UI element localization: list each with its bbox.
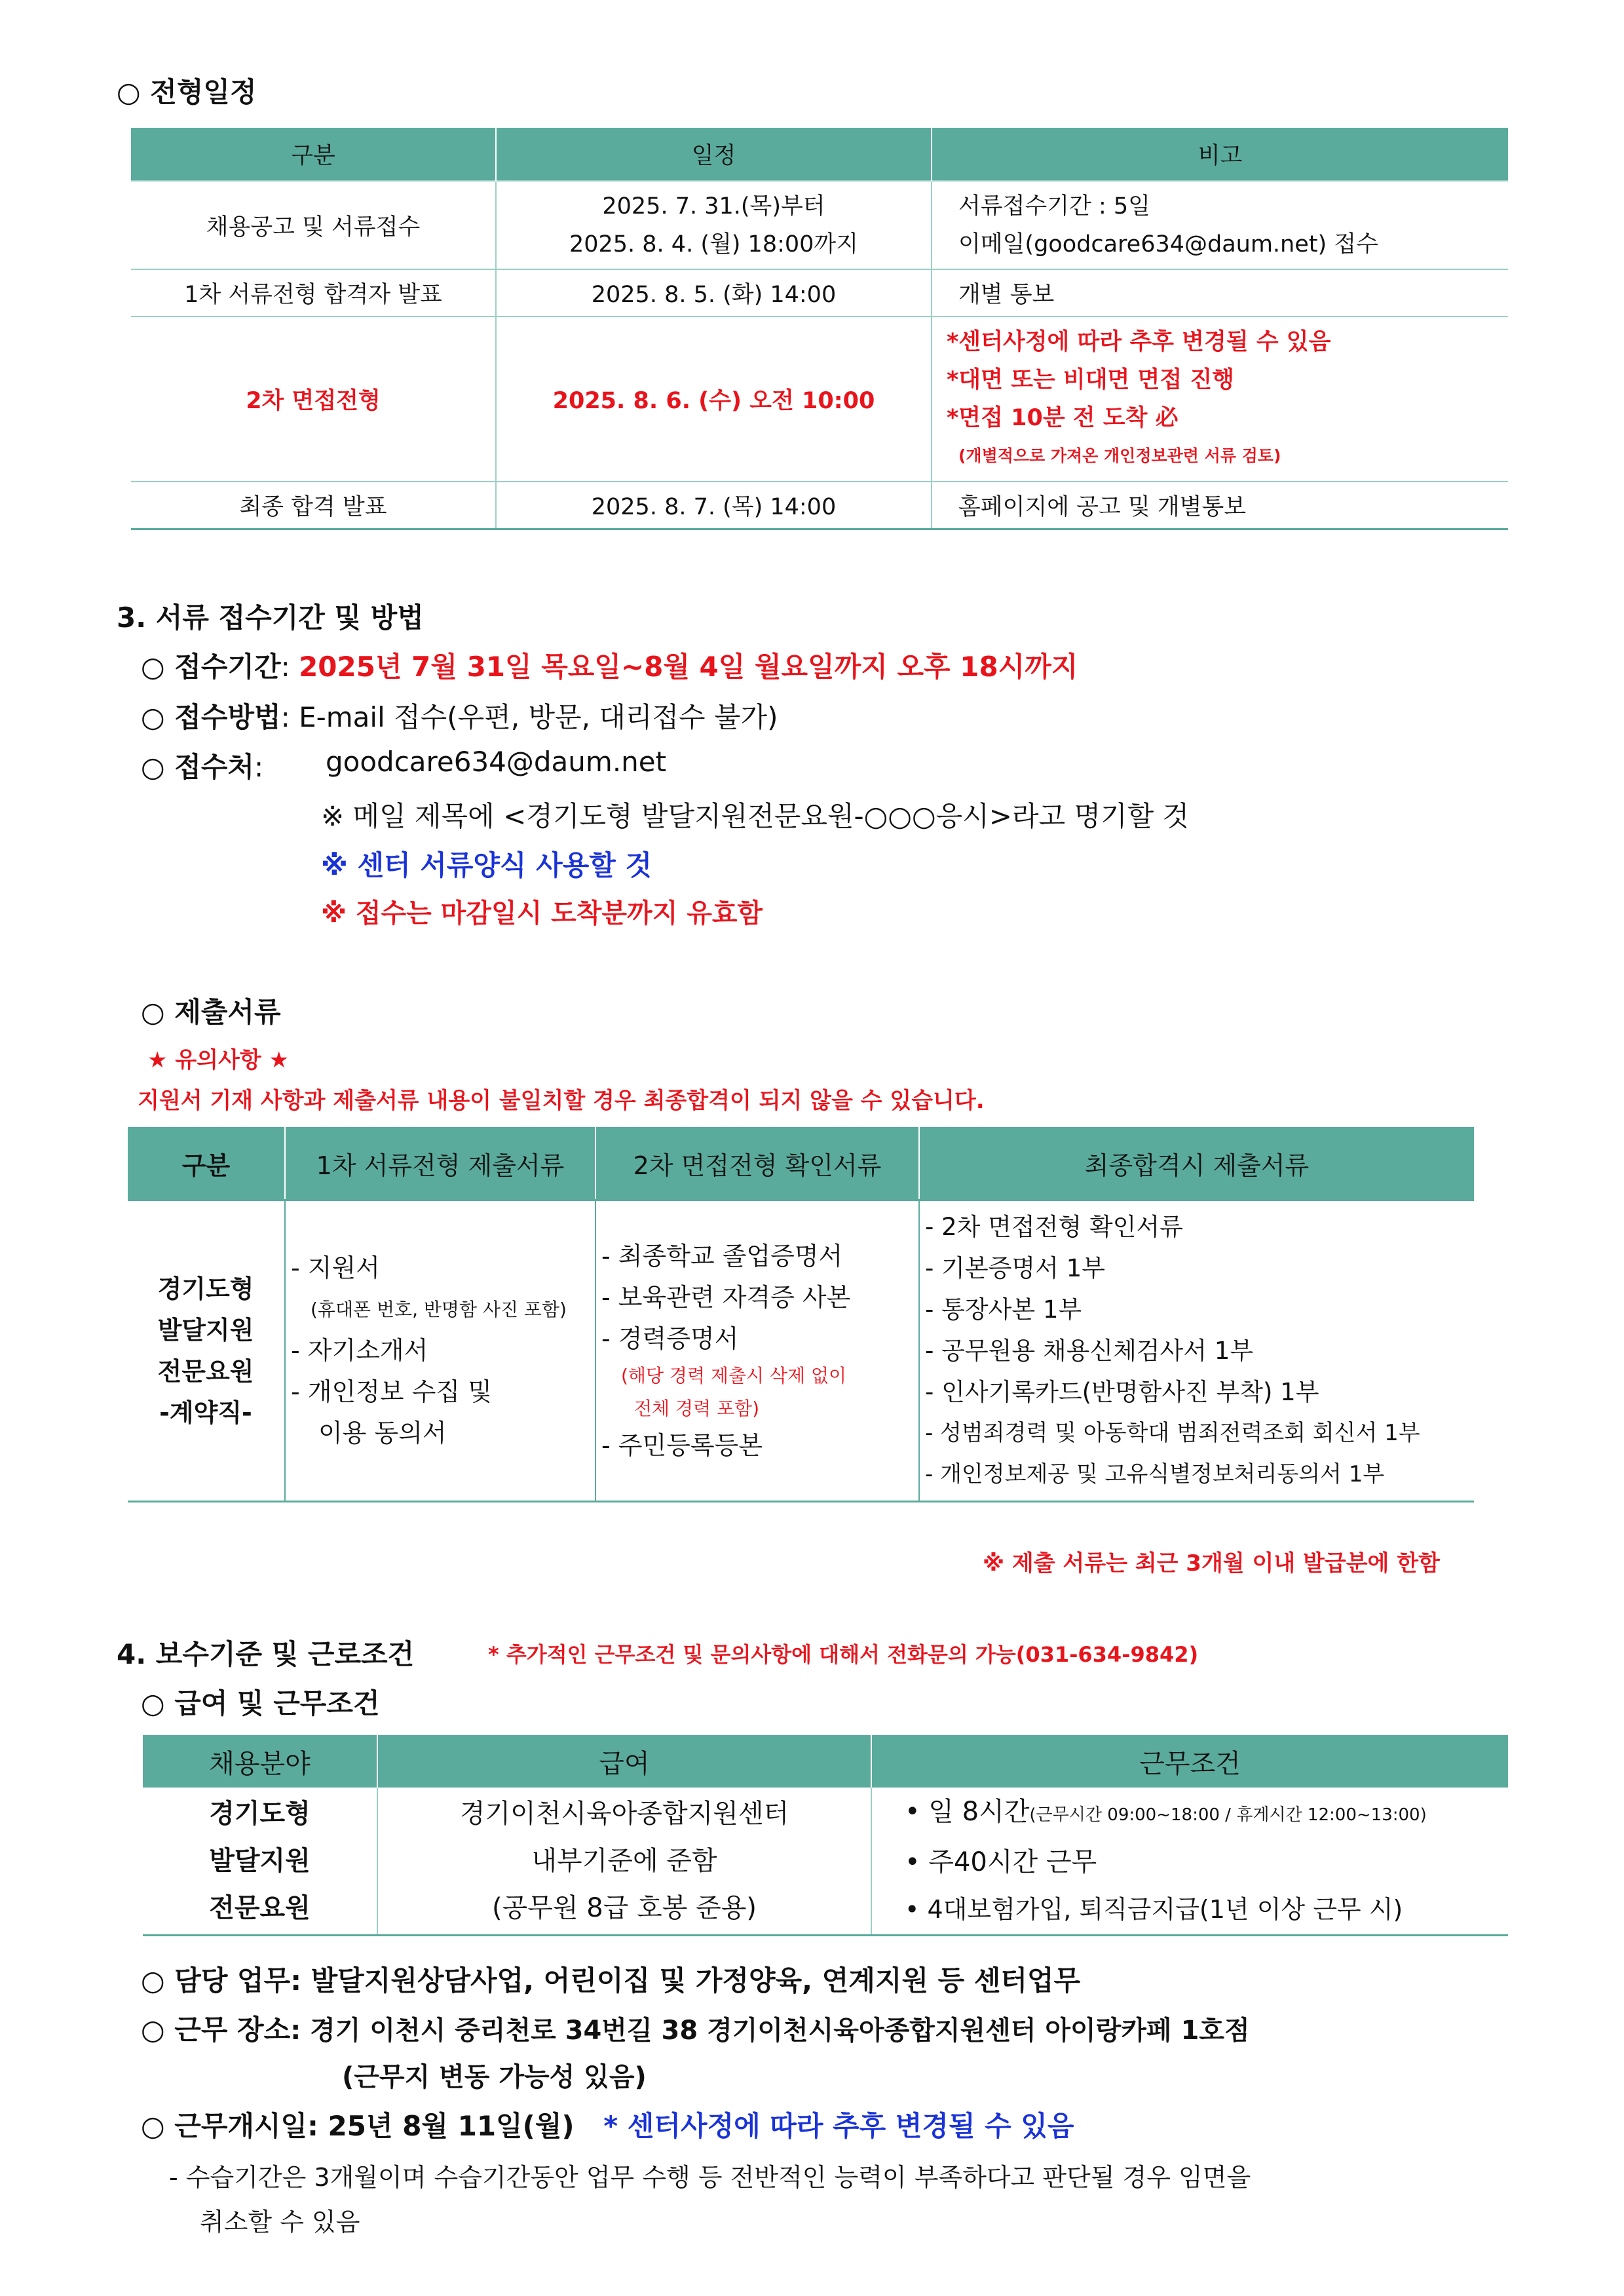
docs-second-item: - 보육관련 자격증 사본	[601, 1282, 851, 1312]
place-colon: :	[254, 751, 264, 783]
salary-field-cell	[143, 1788, 377, 1935]
schedule-cell	[496, 181, 932, 269]
docs-second-item: - 최종학교 졸업증명서	[601, 1241, 843, 1271]
docs-final-item: - 통장사본 1부	[925, 1295, 1082, 1324]
schedule-header-note: 비고	[932, 128, 1508, 181]
period-label: ○ 접수기간	[141, 651, 281, 683]
salary-condition-cell	[871, 1788, 1508, 1935]
period-value: 2025년 7월 31일 목요일~8월 4일 월요일까지 오후 18시까지	[299, 651, 1078, 683]
duty-label: ○ 담당 업무	[141, 1964, 291, 1997]
docs-first-item: - 개인정보 수집 및	[291, 1377, 492, 1406]
docs-final-item: - 2차 면접전형 확인서류	[925, 1213, 1183, 1241]
docs-final-item: - 기본증명서 1부	[925, 1254, 1105, 1282]
method-value: : E-mail 접수(우편, 방문, 대리접수 불가)	[280, 701, 778, 733]
salary-header-condition: 근무조건	[871, 1735, 1508, 1788]
salary-pay-line: 경기이천시육아종합지원센터	[459, 1798, 789, 1829]
caution-title: ★ 유의사항 ★	[147, 1047, 290, 1073]
docs-category-line: 발달지원	[157, 1315, 254, 1345]
salary-pay-line: 내부기준에 준함	[531, 1845, 717, 1876]
docs-header-final: 최종합격시 제출서류	[919, 1127, 1474, 1200]
schedule-cell: 2025. 8. 5. (화) 14:00	[496, 269, 932, 316]
docs-final-item: - 인사기록카드(반명함사진 부착) 1부	[925, 1378, 1319, 1406]
probation-line1: - 수습기간은 3개월이며 수습기간동안 업무 수행 등 전반적인 능력이 부족하다고 판단될 경우 임면을	[169, 2163, 1251, 2192]
docs-category-line: 전문요원	[157, 1356, 254, 1386]
probation-line2: 취소할 수 있음	[200, 2208, 360, 2236]
salary-condition-line: • 주40시간 근무	[905, 1847, 1097, 1878]
deadline-note: ※ 접수는 마감일시 도착분까지 유효함	[321, 898, 763, 928]
place-label: ○ 접수처	[141, 751, 254, 783]
schedule-note-line: *센터사정에 따라 추후 변경될 수 있음	[947, 329, 1331, 355]
section4-title-note: * 추가적인 근무조건 및 문의사항에 대해서 전화문의 가능(031-634-9842)	[488, 1642, 1199, 1667]
schedule-note-line: *대면 또는 비대면 면접 진행	[947, 367, 1234, 393]
workplace-value: : 경기 이천시 중리천로 34번길 38 경기이천시육아종합지원센터 아이랑카페 1호점	[290, 2016, 1250, 2046]
form-note: ※ 센터 서류양식 사용할 것	[321, 849, 652, 881]
method-label: ○ 접수방법	[141, 701, 281, 733]
docs-header-second: 2차 면접전형 확인서류	[595, 1127, 919, 1200]
table-row	[131, 181, 1508, 269]
condition-hours: • 일 8시간	[905, 1797, 1030, 1827]
period-line	[141, 645, 1078, 685]
start-note: * 센터사정에 따라 추후 변경될 수 있음	[603, 2110, 1074, 2142]
salary-condition-line	[905, 1788, 1507, 1839]
schedule-note-line: 서류접수기간 : 5일	[958, 193, 1150, 220]
docs-final-item: - 공무원용 채용신체검사서 1부	[925, 1337, 1254, 1365]
docs-final-item: - 성범죄경력 및 아동학대 범죄전력조회 회신서 1부	[925, 1420, 1420, 1446]
docs-first-item: (휴대폰 번호, 반명함 사진 포함)	[311, 1299, 567, 1320]
salary-pay-cell	[377, 1788, 871, 1935]
docs-second-item: - 경력증명서	[601, 1324, 739, 1353]
schedule-note-line: 이메일(goodcare634@daum.net) 접수	[958, 231, 1378, 258]
section4-title: 4. 보수기준 및 근로조건	[117, 1638, 415, 1670]
schedule-cell: 채용공고 및 서류접수	[131, 181, 496, 269]
schedule-title: ○ 전형일정	[117, 76, 257, 108]
docs-first-cell	[285, 1200, 595, 1502]
salary-condition-line: • 4대보험가입, 퇴직금지급(1년 이상 근무 시)	[905, 1895, 1403, 1924]
docs-title: ○ 제출서류	[141, 996, 281, 1028]
docs-first-item: - 지원서	[291, 1253, 380, 1282]
salary-field-line: 발달지원	[209, 1845, 311, 1876]
schedule-header-date: 일정	[496, 128, 932, 181]
schedule-cell: 2025. 8. 6. (수) 오전 10:00	[496, 316, 932, 482]
docs-final-item: - 개인정보제공 및 고유식별정보처리동의서 1부	[925, 1461, 1385, 1487]
duty-value: : 발달지원상담사업, 어린이집 및 가정양육, 연계지원 등 센터업무	[290, 1964, 1081, 1997]
docs-category-line: 경기도형	[157, 1274, 254, 1303]
table-row	[128, 1200, 1474, 1502]
table-row	[131, 316, 1508, 482]
docs-header-first: 1차 서류전형 제출서류	[285, 1127, 595, 1200]
schedule-cell: 2025. 8. 7. (목) 14:00	[496, 482, 932, 529]
docs-category-line: -계약직-	[159, 1398, 252, 1427]
schedule-note-line: *면접 10분 전 도착 必	[947, 405, 1179, 431]
docs-final-cell	[919, 1200, 1474, 1502]
schedule-cell	[932, 181, 1508, 269]
docs-header-category: 구분	[128, 1127, 285, 1200]
place-email: goodcare634@daum.net	[326, 746, 667, 778]
workplace-note: (근무지 변동 가능성 있음)	[342, 2062, 647, 2092]
docs-second-item: (해당 경력 제출시 삭제 없이	[621, 1364, 847, 1387]
condition-hours-detail: (근무시간 09:00~18:00 / 휴게시간 12:00~13:00)	[1029, 1805, 1427, 1826]
salary-header-pay: 급여	[377, 1735, 871, 1788]
workplace-line	[141, 2008, 1250, 2048]
start-line	[141, 2105, 1074, 2144]
docs-first-item: - 자기소개서	[291, 1336, 428, 1365]
docs-second-item: - 주민등록등본	[601, 1430, 763, 1460]
schedule-date-line: 2025. 7. 31.(목)부터	[602, 193, 825, 220]
schedule-table	[131, 128, 1508, 530]
workplace-label: ○ 근무 장소	[141, 2014, 291, 2046]
period-colon: :	[280, 651, 299, 683]
docs-footnote: ※ 제출 서류는 최근 3개월 이내 발급분에 한함	[983, 1550, 1440, 1577]
salary-table	[143, 1735, 1508, 1936]
table-row	[131, 482, 1508, 529]
section3-title: 3. 서류 접수기간 및 방법	[117, 602, 424, 634]
start-label: ○ 근무개시일: 25년 8월 11일(월)	[141, 2110, 575, 2142]
schedule-cell	[932, 316, 1508, 482]
caution-text: 지원서 기재 사항과 제출서류 내용이 불일치할 경우 최종합격이 되지 않을 수 있습니다.	[138, 1088, 985, 1114]
salary-pay-line: (공무원 8급 호봉 준용)	[492, 1892, 757, 1923]
method-line	[141, 696, 778, 735]
salary-field-line: 경기도형	[209, 1798, 311, 1829]
schedule-cell: 홈페이지에 공고 및 개별통보	[932, 482, 1508, 529]
schedule-cell: 1차 서류전형 합격자 발표	[131, 269, 496, 316]
duty-line	[141, 1959, 1080, 1999]
schedule-cell: 개별 통보	[932, 269, 1508, 316]
mail-subject-note: ※ 메일 제목에 <경기도형 발달지원전문요원-○○○응시>라고 명기할 것	[321, 800, 1190, 832]
schedule-cell: 2차 면접전형	[131, 316, 496, 482]
schedule-cell: 최종 합격 발표	[131, 482, 496, 529]
schedule-date-line: 2025. 8. 4. (월) 18:00까지	[569, 231, 859, 258]
schedule-header-category: 구분	[131, 128, 496, 181]
docs-table	[128, 1127, 1474, 1502]
salary-header-field: 채용분야	[143, 1735, 377, 1788]
docs-first-item: 이용 동의서	[318, 1419, 447, 1447]
table-row	[131, 269, 1508, 316]
salary-field-line: 전문요원	[209, 1892, 311, 1923]
salary-subtitle: ○ 급여 및 근무조건	[141, 1687, 380, 1719]
place-line	[141, 746, 263, 785]
docs-category-cell	[128, 1200, 285, 1502]
docs-second-item: 전체 경력 포함)	[634, 1397, 760, 1419]
table-row	[143, 1788, 1508, 1935]
docs-second-cell	[595, 1200, 919, 1502]
schedule-note-line: (개별적으로 가져온 개인정보관련 서류 검토)	[958, 446, 1281, 465]
